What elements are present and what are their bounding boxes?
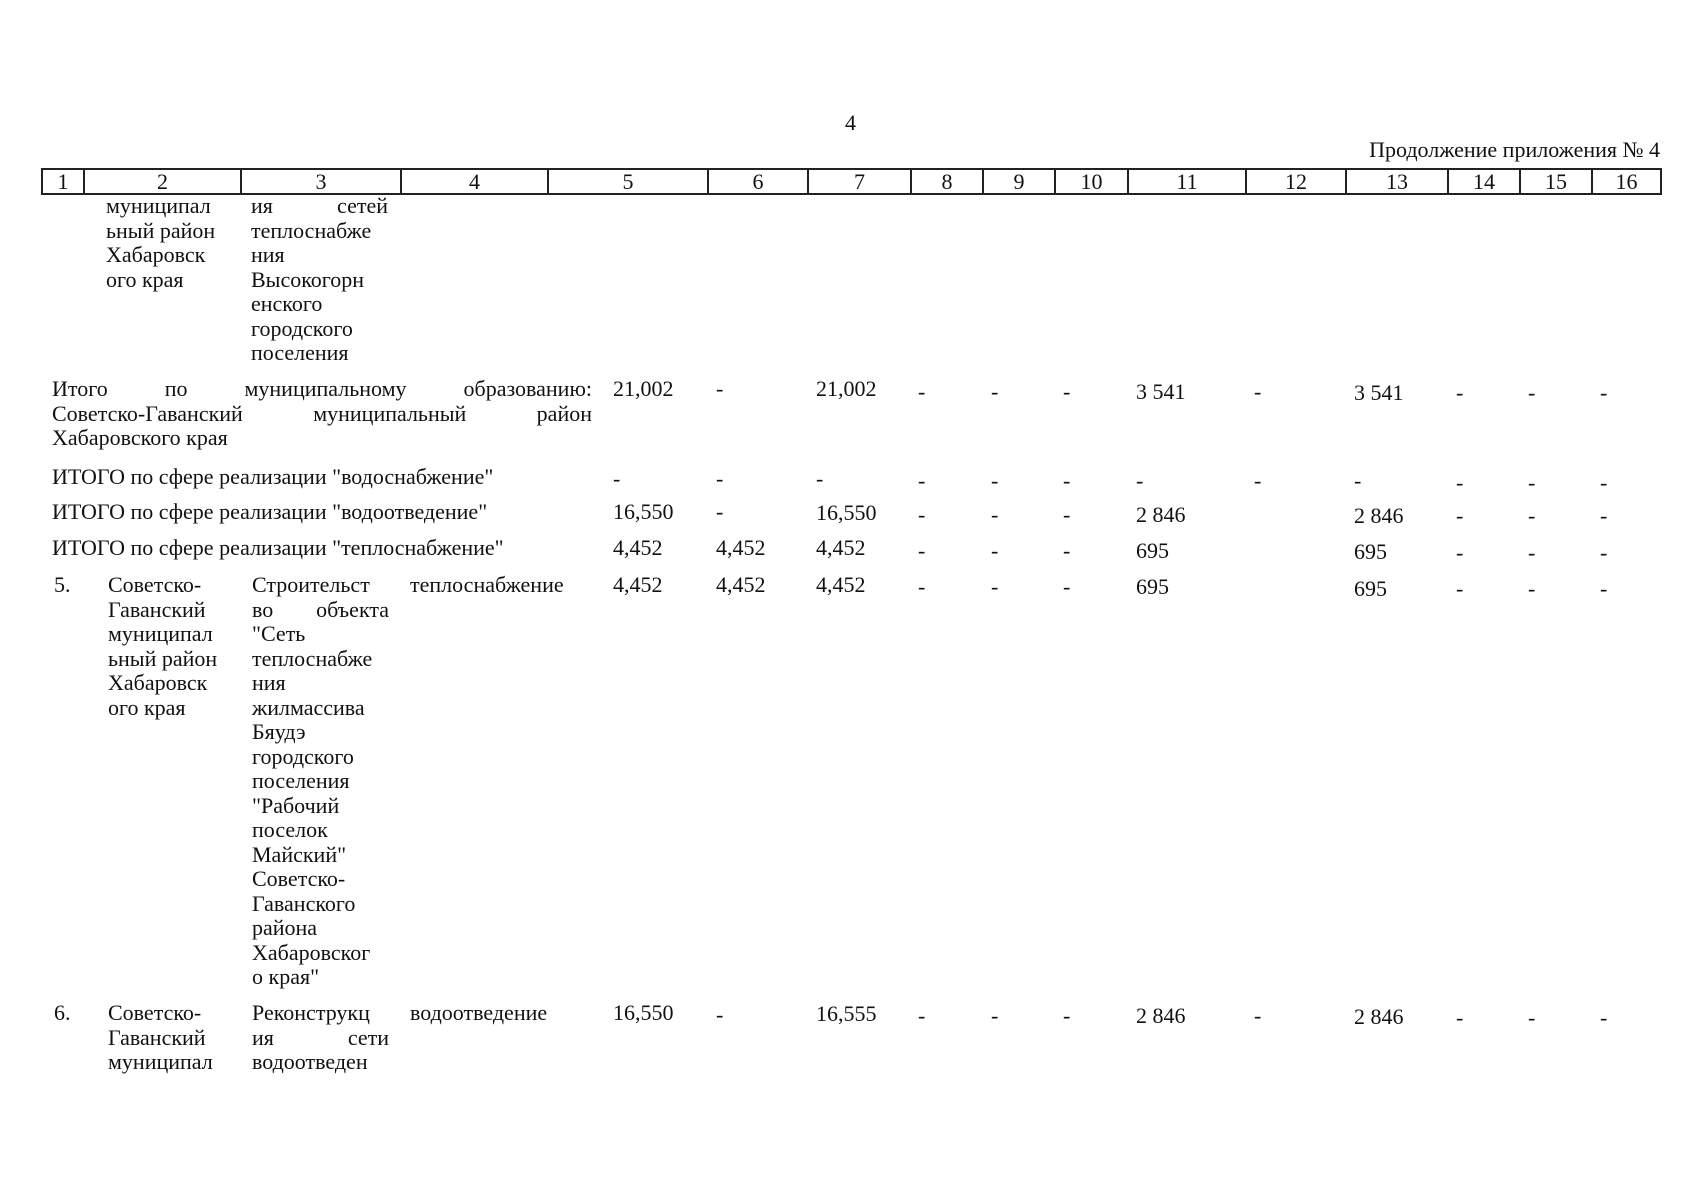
text-line: о края" (252, 964, 320, 989)
cell-col-10: - (1063, 468, 1071, 493)
row-sector: водоотведение (410, 1000, 548, 1025)
cell-col-7: 4,452 (816, 535, 866, 560)
text-line: ния (252, 670, 286, 695)
cell-col-9: - (991, 1003, 999, 1028)
text-line: ния (251, 242, 285, 267)
text-line: ьный район (108, 645, 218, 671)
cell-col-6: 4,452 (716, 535, 766, 560)
cell-col-9: - (991, 538, 999, 563)
cell-col-13: - (1354, 468, 1362, 493)
row-number: 6. (54, 1000, 71, 1025)
header-col-3: 3 (240, 168, 400, 195)
row-sector: теплоснабжение (410, 572, 564, 597)
text-line: ия сетей (251, 193, 388, 218)
cell-col-12: - (1254, 468, 1262, 493)
total-water-supply-label: ИТОГО по сфере реализации "водоснабжение" (52, 464, 494, 489)
text-line: Гаванского (252, 890, 356, 916)
cell-col-14: - (1456, 380, 1464, 405)
continuation-project (251, 194, 388, 366)
header-col-14: 14 (1447, 168, 1519, 195)
text-line: муниципал (106, 193, 211, 218)
row-municipality (108, 1001, 213, 1075)
cell-col-13: 695 (1354, 539, 1387, 564)
cell-col-11: 695 (1136, 574, 1169, 599)
cell-col-10: - (1063, 379, 1071, 404)
text-line: теплоснабже (251, 217, 372, 243)
text-line: Хабаровског (252, 939, 371, 965)
cell-col-7: 21,002 (816, 376, 877, 401)
header-col-13: 13 (1345, 168, 1447, 195)
cell-col-14: - (1456, 1005, 1464, 1030)
cell-col-7: 16,555 (816, 1001, 877, 1026)
header-col-7: 7 (807, 168, 910, 195)
text-line: ого края (108, 694, 186, 720)
page-number: 4 (845, 110, 856, 135)
table-header-row (41, 168, 1662, 195)
cell-col-14: - (1456, 503, 1464, 528)
text-line: городского (251, 315, 353, 341)
text-line: Высокогорн (251, 266, 365, 292)
cell-col-5: 16,550 (613, 499, 674, 524)
total-sewerage-label: ИТОГО по сфере реализации "водоотведение" (52, 499, 488, 524)
cell-col-8: - (918, 574, 926, 599)
cell-col-10: - (1063, 502, 1071, 527)
header-col-12: 12 (1245, 168, 1345, 195)
cell-col-6: 4,452 (716, 572, 766, 597)
total-heat-supply-label: ИТОГО по сфере реализации "теплоснабжение" (52, 535, 504, 560)
text-line: Хабаровск (106, 242, 206, 267)
text-line: водоотведен (252, 1049, 368, 1074)
text-line: теплоснабже (252, 645, 373, 671)
cell-col-15: - (1528, 380, 1536, 405)
cell-col-9: - (991, 468, 999, 493)
cell-col-6: - (716, 466, 724, 491)
cell-col-16: - (1600, 1005, 1608, 1030)
text-line: ого края (106, 266, 184, 292)
row-number: 5. (54, 572, 71, 597)
cell-col-13: 695 (1354, 576, 1387, 601)
header-col-5: 5 (547, 168, 707, 195)
cell-col-8: - (918, 502, 926, 527)
text-line: района (252, 915, 318, 940)
cell-col-15: - (1528, 470, 1536, 495)
text-line: городского (252, 743, 354, 769)
header-col-8: 8 (910, 168, 982, 195)
text-line: "Рабочий (252, 792, 340, 818)
cell-col-15: - (1528, 576, 1536, 601)
header-col-4: 4 (400, 168, 547, 195)
continuation-municipality (106, 194, 215, 292)
cell-col-5: - (613, 466, 621, 491)
text-line: Итого по муниципальному образованию: (52, 376, 592, 401)
cell-col-14: - (1456, 540, 1464, 565)
row-project-name (252, 1001, 389, 1075)
cell-col-14: - (1456, 470, 1464, 495)
total-municipality-label (52, 377, 592, 451)
text-line: ьный район (106, 217, 216, 243)
text-line: Гаванский (108, 1024, 206, 1050)
text-line: Строительст (252, 572, 370, 597)
cell-col-11: 3 541 (1136, 379, 1186, 404)
cell-col-10: - (1063, 1003, 1071, 1028)
text-line: Советско- (108, 1000, 202, 1025)
header-col-10: 10 (1054, 168, 1127, 195)
text-line: муниципал (108, 1049, 213, 1074)
cell-col-5: 4,452 (613, 572, 663, 597)
header-col-11: 11 (1127, 168, 1245, 195)
header-col-2: 2 (83, 168, 240, 195)
text-line: жилмассива (252, 694, 365, 720)
text-line: Реконструкц (252, 1000, 370, 1025)
text-line: Хабаровского края (52, 425, 228, 450)
text-line: Советско- (108, 572, 202, 597)
text-line: во объекта (252, 596, 389, 622)
cell-col-16: - (1600, 540, 1608, 565)
header-col-9: 9 (982, 168, 1054, 195)
cell-col-15: - (1528, 1005, 1536, 1030)
text-line: поселок (252, 817, 328, 842)
cell-col-16: - (1600, 503, 1608, 528)
cell-col-9: - (991, 574, 999, 599)
text-line: Майский" (252, 841, 347, 867)
cell-col-16: - (1600, 380, 1608, 405)
cell-col-8: - (918, 379, 926, 404)
text-line: Хабаровск (108, 670, 208, 695)
cell-col-8: - (918, 1003, 926, 1028)
header-col-16: 16 (1591, 168, 1662, 195)
cell-col-14: - (1456, 576, 1464, 601)
header-col-1: 1 (41, 168, 83, 195)
cell-col-7: 4,452 (816, 572, 866, 597)
text-line: "Сеть (252, 621, 306, 646)
cell-col-9: - (991, 502, 999, 527)
text-line: Гаванский (108, 596, 206, 622)
text-line: поселения (251, 340, 349, 365)
text-line: ия сети (252, 1024, 389, 1050)
cell-col-13: 2 846 (1354, 1004, 1404, 1029)
cell-col-10: - (1063, 574, 1071, 599)
text-line: поселения (252, 768, 350, 793)
text-line: Советско- (252, 866, 346, 891)
cell-col-12: - (1254, 1003, 1262, 1028)
cell-col-15: - (1528, 503, 1536, 528)
text-line: муниципал (108, 621, 213, 646)
appendix-caption: Продолжение приложения № 4 (1369, 137, 1660, 162)
cell-col-5: 4,452 (613, 535, 663, 560)
cell-col-15: - (1528, 540, 1536, 565)
cell-col-12: - (1254, 379, 1262, 404)
cell-col-11: - (1136, 468, 1144, 493)
row-municipality (108, 573, 217, 720)
cell-col-11: 2 846 (1136, 1003, 1186, 1028)
header-col-15: 15 (1519, 168, 1591, 195)
text-line: Советско-Гаванский муниципальный район (52, 400, 592, 426)
text-line: енского (251, 291, 323, 316)
cell-col-6: - (716, 499, 724, 524)
row-project-name (252, 573, 389, 990)
cell-col-11: 2 846 (1136, 502, 1186, 527)
text-line: Бяудэ (252, 719, 306, 744)
cell-col-10: - (1063, 538, 1071, 563)
cell-col-7: - (816, 466, 824, 491)
cell-col-16: - (1600, 576, 1608, 601)
cell-col-7: 16,550 (816, 500, 877, 525)
cell-col-6: - (716, 376, 724, 401)
cell-col-11: 695 (1136, 538, 1169, 563)
header-col-6: 6 (707, 168, 807, 195)
cell-col-13: 3 541 (1354, 380, 1404, 405)
cell-col-16: - (1600, 470, 1608, 495)
cell-col-8: - (918, 468, 926, 493)
cell-col-9: - (991, 379, 999, 404)
cell-col-6: - (716, 1002, 724, 1027)
cell-col-5: 21,002 (613, 376, 674, 401)
cell-col-13: 2 846 (1354, 503, 1404, 528)
cell-col-8: - (918, 538, 926, 563)
cell-col-5: 16,550 (613, 1000, 674, 1025)
